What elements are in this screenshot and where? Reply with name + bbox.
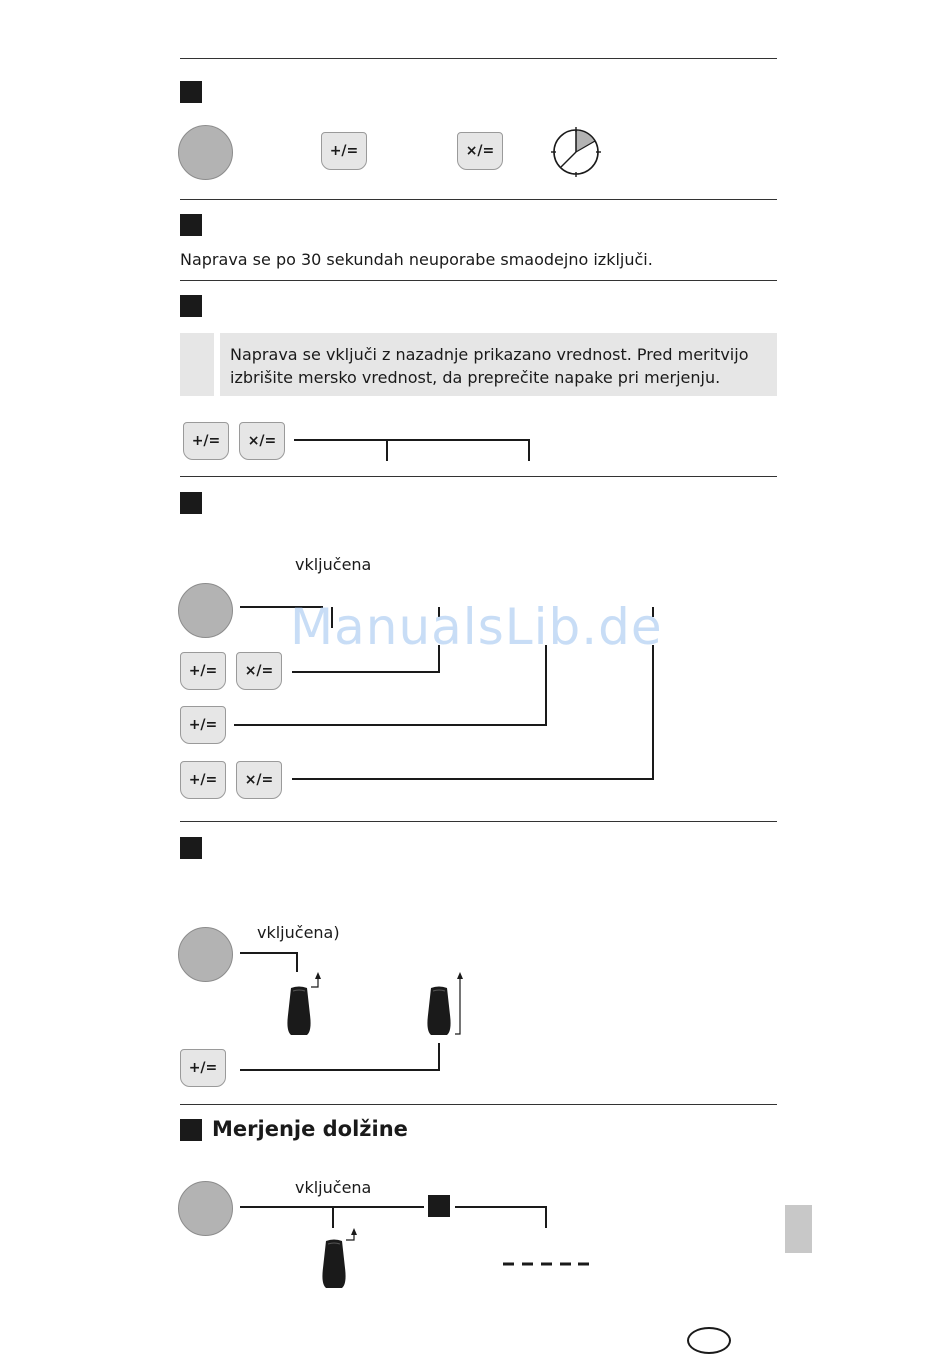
section-title-length-measurement: Merjenje dolžine xyxy=(212,1117,408,1141)
page-edge-tab xyxy=(785,1205,812,1253)
plus-equal-key[interactable]: +/= xyxy=(180,1049,226,1087)
device-rear-reference-icon xyxy=(286,985,312,1037)
times-equal-key[interactable]: ×/= xyxy=(236,652,282,690)
language-oval-badge xyxy=(687,1327,731,1354)
plus-equal-key[interactable]: +/= xyxy=(180,761,226,799)
times-equal-key[interactable]: ×/= xyxy=(239,422,285,460)
on-label: vključena) xyxy=(257,923,340,942)
auto-off-text: Naprava se po 30 sekundah neuporabe smaodejno izključi. xyxy=(180,250,653,269)
device-measure-icon xyxy=(321,1238,347,1290)
times-equal-key[interactable]: ×/= xyxy=(236,761,282,799)
plus-equal-key[interactable]: +/= xyxy=(321,132,367,170)
plus-equal-key[interactable]: +/= xyxy=(180,652,226,690)
note-line: izbrišite mersko vrednost, da preprečite napake pri merjenju. xyxy=(230,368,721,387)
watermark: ManualsLib.de xyxy=(290,598,663,656)
on-label: vključena xyxy=(295,555,372,574)
times-equal-key[interactable]: ×/= xyxy=(457,132,503,170)
plus-equal-key[interactable]: +/= xyxy=(183,422,229,460)
plus-equal-key[interactable]: +/= xyxy=(180,706,226,744)
device-front-reference-icon xyxy=(426,985,452,1037)
note-line: Naprava se vključi z nazadnje prikazano vrednost. Pred meritvijo xyxy=(230,345,749,364)
on-label: vključena xyxy=(295,1178,372,1197)
